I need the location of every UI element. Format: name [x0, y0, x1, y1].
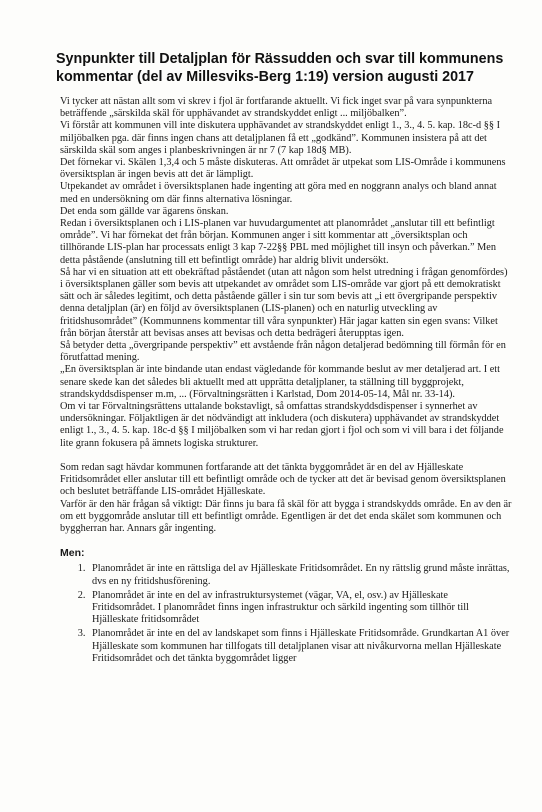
numbered-list	[60, 563, 512, 665]
men-heading: Men:	[60, 547, 85, 560]
list-item: 1. Planområdet är inte en rättsliga del av Hjälleskate Fritidsområdet. En ny rättslig grund måste inrättas, dvs en ny fritidshusförening.	[88, 563, 512, 587]
paragraph: Så har vi en situation att ett obekräftad påståendet (utan att någon som helst utredning i frågan genomfördes) i översiktsplanen gäller som bevis att utpekandet av området som LIS-område var gjort på ett demokratiskt sätt och är således legitimt, och detta påstående gäller i sin tur som bevis att „i ett övergripande perspektiv denna detaljplan (är) en följd av översiktsplanen (LIS-planen) och en naturlig utveckling av fritidshusområdet” (Kommunnens kommentar till våra synpunkter) Här jagar katten sin egen svans: Vilket från början återstår att bevisas anses att bevisas och detta bedrägeri återupptas igen.	[60, 266, 508, 339]
paragraph: „En översiktsplan är inte bindande utan endast vägledande för kommande beslut av mer detaljerad art. I ett senare skede kan det således bli aktuellt med att upprätta detaljplaner, ta ställning till byggprojekt, strandskyddsdispenser m.m, ... (Förvaltningsrätten i Karlstad, Dom 2014-05-14, Mål nr. 33-14).	[60, 364, 501, 400]
paragraph: Det enda som gällde var ägarens önskan.	[60, 205, 229, 217]
list-item: 3. Planområdet är inte en del av landskapet som finns i Hjälleskate Fritidsområde. Grundkartan A1 över Hjälleskate som kommunen har tillfogats till detaljplanen visar att nivåkurvorna mellan Hjälleskate Fritidsområdet och det tänkta byggområdet ligger	[88, 628, 512, 665]
paragraph: Utpekandet av området i översiktsplanen hade ingenting att göra med en noggrann analys och bland annat med en undersökning om där finns alternativa lösningar.	[60, 181, 497, 205]
list-item: 2. Planområdet är inte en del av infrastruktursystemet (vägar, VA, el, osv.) av Hjälleskate Fritidsområdet. I planområdet finns ingen infrastruktur och särkild ingenting som tillhör till Hjälleskate fritidsområdet	[88, 590, 512, 627]
document-title: Synpunkter till Detaljplan för Rässudden och svar till kommunens kommentar (del av Millesviks-Berg 1:19) version augusti 2017	[56, 51, 504, 85]
paragraph: Det förnekar vi. Skälen 1,3,4 och 5 måste diskuteras. Att området är utpekat som LIS-Område i kommunens översiktsplan är ingen bevis att det är lämpligt.	[60, 157, 506, 181]
paragraph: Om vi tar Förvaltningsrättens uttalande bokstavligt, så omfattas strandskyddsdispenser i synnerhet av undersökningar. Följaktligen är det nödvändigt att inkludera (och diskutera) upphävandet av strandskyddet enligt 1., 3., 4. 5. kap. 18c-d §§ I miljöbalken som vi har redan gjort i fjol och som vi vill bara i det följande lite grann fokusera på ämnets logiska strukturer.	[60, 401, 504, 449]
document-body	[60, 96, 512, 667]
paragraph: Vi förstår att kommunen vill inte diskutera upphävandet av strandskyddet enligt 1., 3., 4. 5. kap. 18c-d §§ I miljöbalken pga. där finns ingen chans att detaljplanen få ett „godkänd”. Kommunen insistera på att det särskilda skäl som anges i planbeskrivningen är nr 7 (7 kap 18d§ MB).	[60, 120, 501, 156]
paragraph: Varför är den här frågan så viktigt: Där finns ju bara få skäl för att bygga i strandskydds område. En av den är om ett byggområde anslutar till ett befintligt område. Egentligen är det det enda skälet som kommunen och byggherran har. Annars går ingenting.	[60, 498, 512, 534]
paragraph: Som redan sagt hävdar kommunen fortfarande att det tänkta byggområdet är en del av Hjälleskate Fritidsområdet eller anslutar till ett befintligt område och de tycker att det är bevisad genom översiktsplanen och beslutet beträffande LIS-området Hjälleskate.	[60, 461, 506, 498]
paragraph: Så betyder detta „övergripande perspektiv” ett avstående från någon detaljerad bedömning till förmån för en förutfattad mening.	[60, 340, 506, 364]
paragraph: Vi tycker att nästan allt som vi skrev i fjol är fortfarande aktuellt. Vi fick inget svar på vara synpunkterna beträffende „särskilda skäl för upphävandet av strandskyddet enligt ... miljöbalken”.	[60, 96, 493, 120]
paragraph: Redan i översiktsplanen och i LIS-planen var huvudargumentet att planområdet „anslutar till ett befintligt område”. Vi har förnekat det från början. Kommunen anger i sitt kommentar att „översiktsplan och tillhörande LIS-plan har processats enligt 3 kap 7-22§§ PBL med möjlighet till insyn och påverkan.” Men detta påstående (anslutning till ett befintligt område) har aldrig blivit undersökt.	[60, 218, 496, 266]
